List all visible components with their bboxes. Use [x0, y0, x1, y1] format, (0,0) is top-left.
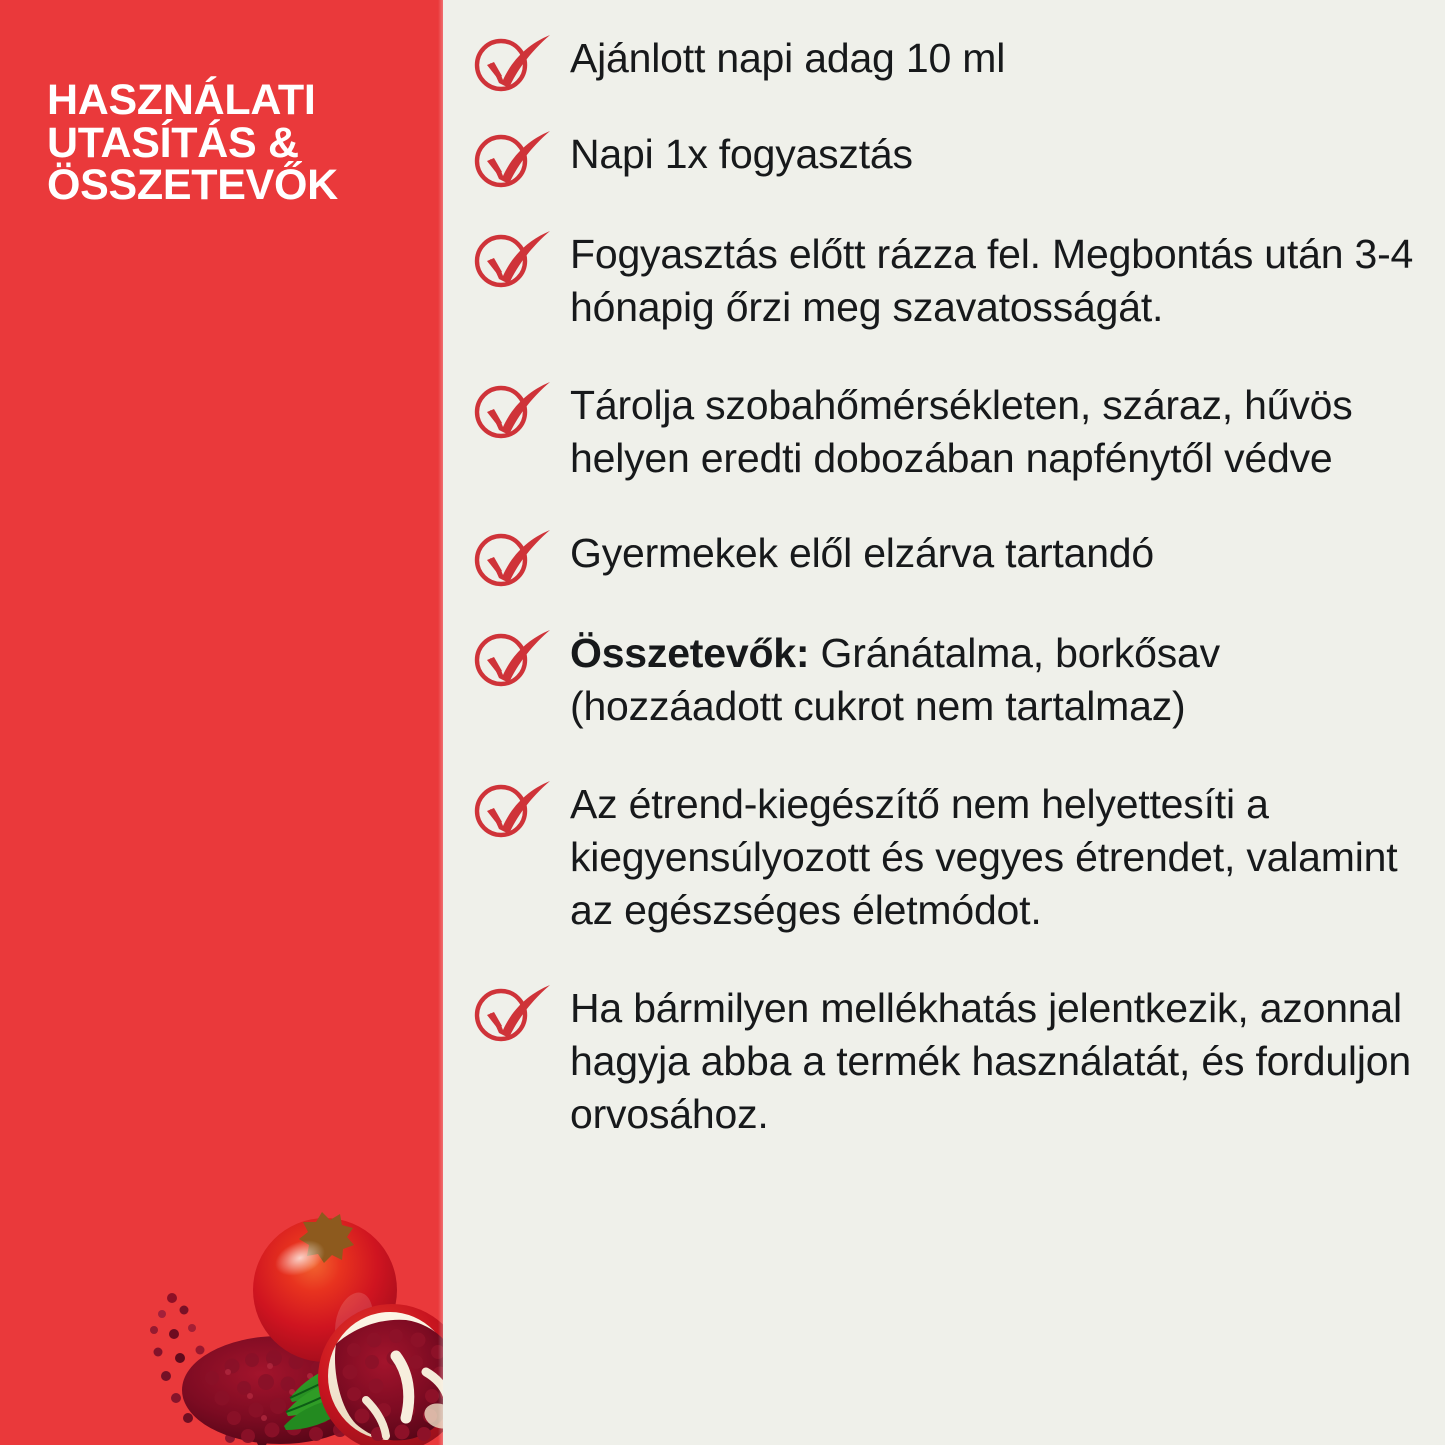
check-circle-icon — [472, 32, 552, 94]
list-item — [468, 776, 1418, 938]
check-circle-icon — [472, 982, 552, 1044]
list-item — [468, 980, 1418, 1142]
page-title-line-1: HASZNÁLATI — [47, 76, 316, 124]
list-item-text: Fogyasztás előtt rázza fel. Megbontás után 3-4 hónapig őrzi meg szavatosságát. — [570, 231, 1414, 331]
list-item-text: Ajánlott napi adag 10 ml — [570, 35, 1006, 81]
list-item-text: Napi 1x fogyasztás — [570, 131, 913, 177]
instructions-list — [468, 30, 1418, 1142]
list-item-text: Az étrend-kiegészítő nem helyettesíti a kiegyensúlyozott és vegyes étrendet, valamint az egészséges életmódot. — [570, 780, 1398, 934]
page-title-line-3: ÖSSZETEVŐK — [47, 161, 338, 210]
list-item-text: Tárolja szobahőmérsékleten, száraz, hűvös helyen eredti dobozában napfénytől védve — [570, 381, 1353, 481]
check-circle-icon — [472, 379, 552, 441]
check-circle-icon — [472, 527, 552, 589]
list-item-text: Ha bármilyen mellékhatás jelentkezik, azonnal hagyja abba a termék használatát, és forduljon orvosához. — [570, 984, 1411, 1138]
list-item — [468, 30, 1418, 88]
ingredients-label: Összetevők: — [570, 630, 810, 677]
list-item-text: Gyermekek elől elzárva tartandó — [570, 530, 1155, 577]
check-circle-icon — [472, 128, 552, 190]
list-item — [468, 377, 1418, 486]
ingredients-value: Gránátalma, borkősav (hozzáadott cukrot nem tartalmaz) — [570, 630, 1220, 730]
list-item — [468, 126, 1418, 184]
list-item — [468, 226, 1418, 335]
check-circle-icon — [472, 228, 552, 290]
left-red-panel — [0, 0, 443, 1445]
pomegranate-illustration — [140, 1210, 443, 1445]
instructions-panel — [443, 0, 1445, 1445]
list-item-ingredients — [468, 625, 1418, 734]
page-title-line-2: UTASÍTÁS & — [47, 118, 299, 167]
page-title — [47, 76, 407, 210]
list-item — [468, 525, 1418, 583]
list-item-text — [570, 625, 1418, 734]
check-circle-icon — [472, 778, 552, 840]
check-circle-icon — [472, 627, 552, 689]
